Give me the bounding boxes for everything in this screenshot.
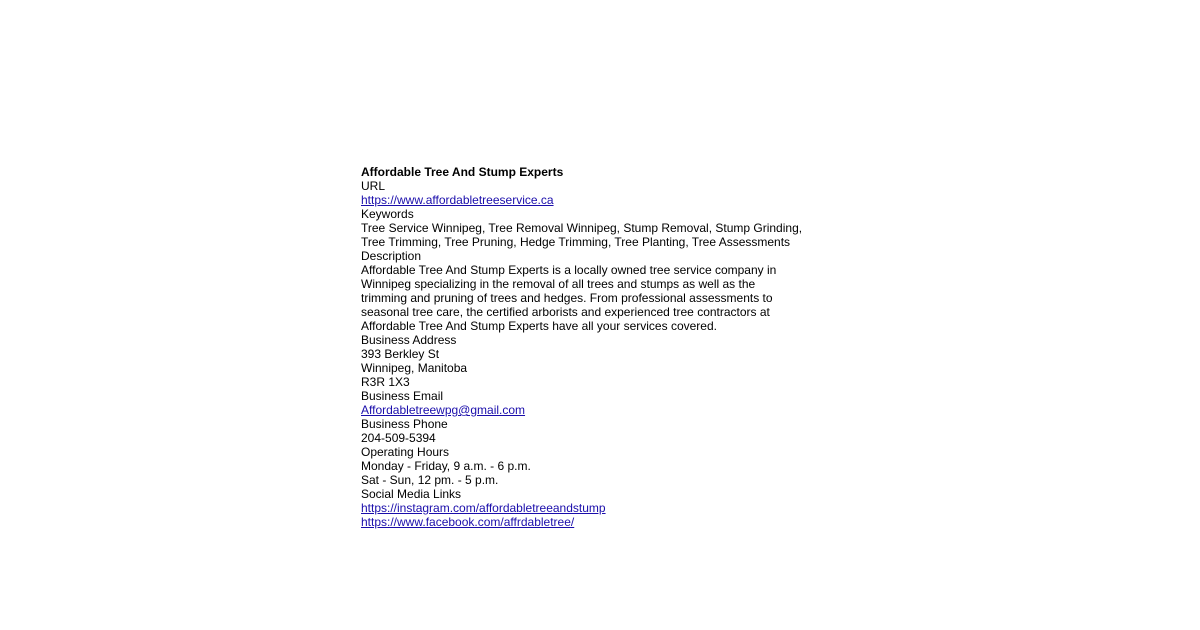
description-label: Description — [361, 249, 422, 263]
business-listing — [361, 165, 821, 529]
address-postal-code: R3R 1X3 — [361, 375, 410, 389]
email-link[interactable]: Affordabletreewpg@gmail.com — [361, 403, 526, 417]
hours-label: Operating Hours — [361, 445, 450, 459]
email-label: Business Email — [361, 389, 444, 403]
description-text: Affordable Tree And Stump Experts is a locally owned tree service company in Winnipeg specializing in the removal of all trees and stumps as well as the trimming and pruning of trees and hedges. From professional assessments to seasonal tree care, the certified arborists and experienced tree contractors at Affordable Tree And Stump Experts have all your services covered. — [361, 263, 777, 333]
business-title: Affordable Tree And Stump Experts — [361, 165, 564, 179]
instagram-link[interactable]: https://instagram.com/affordabletreeandstump — [361, 501, 606, 515]
phone-number: 204-509-5394 — [361, 431, 436, 445]
keywords-label: Keywords — [361, 207, 414, 221]
address-street: 393 Berkley St — [361, 347, 440, 361]
facebook-link[interactable]: https://www.facebook.com/affrdabletree/ — [361, 515, 575, 529]
hours-weekend: Sat - Sun, 12 pm. - 5 p.m. — [361, 473, 499, 487]
address-label: Business Address — [361, 333, 457, 347]
phone-label: Business Phone — [361, 417, 448, 431]
url-label: URL — [361, 179, 386, 193]
address-city: Winnipeg, Manitoba — [361, 361, 468, 375]
website-link[interactable]: https://www.affordabletreeservice.ca — [361, 193, 554, 207]
social-label: Social Media Links — [361, 487, 462, 501]
hours-weekday: Monday - Friday, 9 a.m. - 6 p.m. — [361, 459, 531, 473]
keywords-text: Tree Service Winnipeg, Tree Removal Winnipeg, Stump Removal, Stump Grinding, Tree Trimming, Tree Pruning, Hedge Trimming, Tree Planting, Tree Assessments — [361, 221, 803, 249]
